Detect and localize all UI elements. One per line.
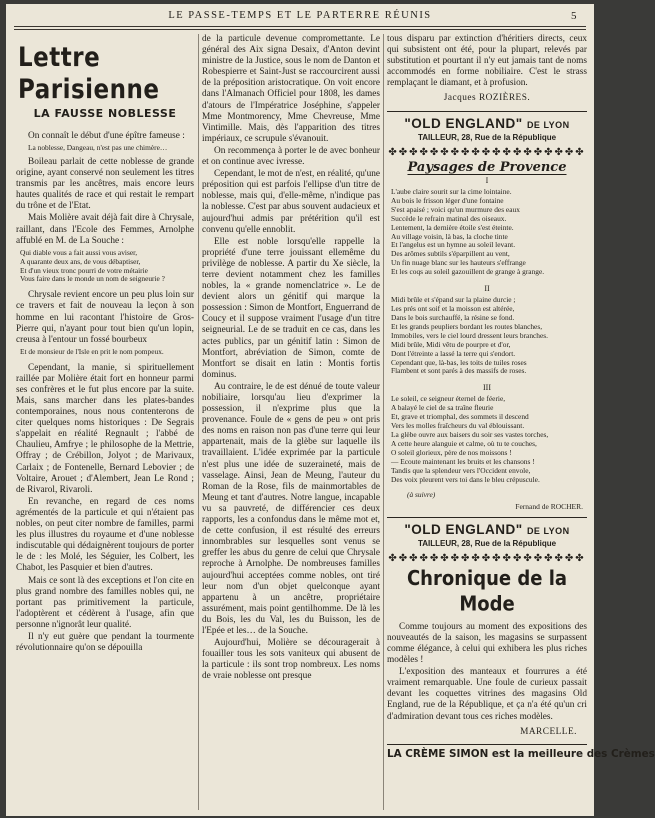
page-header [6,10,594,26]
advertisement-old-england [387,115,587,143]
verse-block [20,249,194,285]
verse-line: Les prés ont soif et la moisson est altérée, [391,304,515,314]
verse-line: Le soleil, ce seigneur éternel de féerie, [391,394,506,404]
stanza-number: II [484,284,490,294]
poem-stanza [391,296,587,376]
verse-line: Et les coqs au soleil gazouillent de grange à grange. [391,267,545,277]
paragraph: Boileau parlait de cette noblesse de grande origine, ayant conservé non seulement les titres transmis par les ancêtres, mais encore leurs hautes qualités de race et qui restait le rempart du trône et de l'Etat. [16,156,194,212]
column-2 [202,34,380,810]
verse-line: Midi brûle, Midi vêtu de pourpre et d'or, [391,339,511,349]
ad-address: TAILLEUR, 28, Rue de la République [417,538,557,548]
verse-line: Et de monsieur de l'Isle en prit le nom pompeux. [20,346,164,356]
column-separator [198,34,199,810]
verse-line: L'aube claire sourit sur la cime lointaine. [391,187,512,197]
paragraph: En revanche, en regard de ces noms agrémentés de la particule et qui n'étaient pas nobles, on peut citer nombre de familles, parmi les plus illustres du royaume et d'une noblesse indiscutable qui dédaignèrent toujours de porter le de : les Molé, les Séguier, les Colbert, les Chabot, les Pasquier et bien d'autres. [16,496,194,574]
paragraph: Au contraire, le de est dénué de toute valeur nobiliaire, lorsqu'au lieu d'exprimer la possession, il n'exprime plus que la provenance. Foule de « gens de peu » ont pris des noms en raison non pas d'une terre qui leur appartenait, mais de la glèbe sur laquelle ils travaillaient. L'idée exprimée par la particule n'est plus une idée de suzeraineté, mais de vasselage. Ainsi, Jean de Meung, l'auteur du Roman de la Rose, fils de mainmortables de Meung et tant d'autres. Notre langue, incapable vu sa pauvreté, de différencier ces deux rapports, les a confondus dans le même mot et, de cette confusion, il est résulté des erreurs innombrables sur lesquelles sont venus se greffer les abus du genre de celui que Chrysale reproche à Arnolphe. De nombreuses familles aujourd'hui acceptées comme nobles, ont tiré leur nom d'un objet quelconque ayant appartenu à un ancêtre, propriétaire assurément, mais point gentilhomme. De là les du Bois, les du Val, les du Buisson, les de l'Epée et les… de la Souche. [202,381,380,636]
verse-line: Cependant que, là-bas, les toits de tuiles roses [391,357,527,367]
stanza-number: I [485,175,489,185]
header-rule [14,26,586,27]
verse-line: A quarante deux ans, de vous débaptiser, [20,256,141,266]
paragraph: tous disparu par extinction d'héritiers directs, ceux qui subsistent ont été, pour la plupart, relevés par substitution et pourtant il n'y eut jamais tant de noms accommodés en forme nobiliaire. C'est le strass remplaçant le diamant, et à profusion. [387,34,587,89]
verse-line: Des voix pleurent vers toi dans le bleu crépuscule. [391,474,540,484]
article-title: Lettre Parisienne [18,42,160,106]
verse-line: Midi brûle et s'épand sur la plaine durcie ; [391,295,516,305]
paragraph: Elle est noble lorsqu'elle rappelle la propriété d'une terre jouissant ellemême du privilège de noblesse. A partir du Xe siècle, la terre devient notamment chez les familles nobles, la « grande nomenclatrice ». Le de devient alors un génitif qui marque la possession : Simon de Montfort, Enguerrand de Coucy et il suppose vraiment l'usage d'un titre seigneurial. Le de se traduit en ce cas, dans les actes publics, par un génitif latin : Simon de Montfort, abréviation de Simon, comte de Montfort se disait en latin : Montis fortis dominus. [202,236,380,380]
verse-line: Flambent et sont parés à des massifs de roses. [391,366,527,376]
verse-line: S'est apaisé ; voici qu'un murmure des eaux [391,204,520,214]
verse-line: Et les grands peupliers bordant les routes blanches, [391,321,543,331]
header-rule-2 [14,29,586,30]
divider [387,517,587,518]
divider [387,111,587,112]
verse-line: Dans le bois surchauffé, la résine se fond. [391,313,515,322]
verse-line: Qui diable vous a fait aussi vous aviser, [20,247,138,257]
verse-line: Vous faire dans le monde un nom de seigneurie ? [20,274,165,284]
to-be-continued: (à suivre) [407,489,436,499]
page-number: 5 [571,10,578,22]
verse-line: La glèbe ouvre aux baisers du soir ses vastes torches, [391,430,549,440]
paragraph: L'exposition des manteaux et fourrures a été vraiment remarquable. Une foule de curieux passait devant les coquettes vitrines des magasins Old England, rue de la République, et ça n'a été qu'un cri d'admiration devant tous ces riches modèles. [387,667,587,722]
poem-stanza [391,188,587,277]
verse-line: Et l'angelus est un hymne au soleil levant. [391,240,516,250]
paragraph: Chrysale revient encore un peu plus loin sur ce travers et fait de nouveau la leçon à son homme en lui racontant l'histoire de Gros-Pierre qui, n'ayant pour tout bien qu'un lopin, creusa à l'entour un fossé bourbeux [16,290,194,345]
verse-line: — Ecoute maintenant les bruits et les chansons ! [391,456,535,466]
paragraph: Mais ce sont là des exceptions et l'on cite en plus grand nombre des familles nobles qui, ne portant pas primitivement la particule, l'adoptèrent et cédèrent à l'usage, afin que personne n'ignorât leur qualité. [16,575,194,630]
column-separator [383,34,384,810]
verse-line: Lentement, la dernière étoile s'est éteinte. [391,222,514,232]
column-1 [16,34,194,810]
paragraph: Cependant, le mot de n'est, en réalité, qu'une préposition qui est parfois l'ellipse d'un titre de noblesse, mais qui, d'elle-même, n'indique pas la noblesse. C'est par abus souvent audacieux et aujourd'hui admis par prétérition qu'il est convenu qu'elle ennoblit. [202,169,380,235]
verse-line: Succède le refrain matinal des oiseaux. [391,213,507,223]
paragraph: On connaît le début d'une épître fameuse : [28,131,185,142]
section-title: Chronique de la Mode [406,566,568,616]
signature: MARCELLE. [520,726,577,737]
ad-brand: "OLD ENGLAND" [404,521,523,537]
header-title: LE PASSE-TEMPS ET LE PARTERRE RÉUNIS [168,10,432,21]
column-3 [387,34,655,810]
divider [387,744,587,745]
verse-line: Au village voisin, là bas, la cloche tinte [391,231,508,241]
paragraph: Il n'y eut guère que pendant la tourmente révolutionnaire qu'on se dépouilla [16,631,194,654]
ornament-border: ✤✤✤✤✤✤✤✤✤✤✤✤✤✤✤✤✤✤✤ [388,552,586,564]
advertisement-old-england-2 [387,521,587,549]
verse-line: Tandis que la splendeur vers l'Occident envole, [391,465,531,475]
paragraph: Cependant, la manie, si spirituellement raillée par Molière était fort en honneur parmi ses confrères et le fut plus encore par la suite. Mais, sans marcher dans les plates-bandes contemporaines, nous nous contenterons de citer quelques noms historiques : De Segrais s'appelait en réalité Regnault ; l'abbé de Chaulieu, Amfrye ; le philosophe de la Mettrie, Offray ; de Crébillon, Jolyot ; de Marivaux, Carlaix ; de Fontenelle, Bernard Lebovier ; de Voltaire, Arouet ; d'Alembert, Jean Le Rond ; de Rivarol, Rivaroli. [16,362,194,495]
verse-line: A balayé le ciel de sa traîne fleurie [391,403,494,413]
verse-line: O soleil glorieux, père de nos moissons ! [391,447,512,457]
ad-address: TAILLEUR, 28, Rue de la République [417,132,557,142]
section-title: Paysages de Provence [407,159,567,175]
verse-line: Vers les molles fraîcheurs du val éblouissant. [391,421,525,431]
ad-brand: "OLD ENGLAND" [404,115,523,131]
verse-line: Des arômes subtils s'éparpillent au vent, [391,249,510,259]
stanza-number: III [483,383,491,393]
paragraph: Mais Molière avait déjà fait dire à Chrysale, raillant, dans l'Ecole des Femmes, Arnolphe affublé en M. de La Souche : [16,213,194,246]
verse-line: Dont l'étreinte a lassé la terre qui s'endort. [391,348,516,358]
verse-line: Et d'un vieux tronc pourri de votre métairie [20,265,148,275]
verse-line: A cette heure alanguie et calme, où tu te couches, [391,438,537,448]
signature: Jacques ROZIÈRES. [443,93,531,104]
ornament-border: ✤✤✤✤✤✤✤✤✤✤✤✤✤✤✤✤✤✤✤ [388,146,586,158]
poem-stanza [391,395,587,484]
paragraph: de la particule devenue compromettante. Le général des Aix signa Desaix, d'Anton devint ministre de la Justice, sous le nom de Danton et Robespierre et Saint-Just se raccourcirent aussi de la préposition aristocratique. On voit encore dans l'Almanach Officiel pour 1808, les dames d'atours de l'Impératrice Joséphine, s'appeler Mme Montmorency, Mme Chevreuse, Mme Vintimille. Mais, dès l'apparition des titres impériaux, ce scrupule s'évanouit. [202,34,380,144]
ad-city: DE LYON [526,119,570,130]
paragraph: On recommença à porter le de avec bonheur et on continue avec ivresse. [202,145,380,168]
verse-line: Immobiles, vers le ciel lourd dressent leurs branches. [391,330,549,340]
newspaper-page [6,4,655,816]
verse-line: Et, grave et triomphal, des sommets il descend [391,412,529,422]
verse-line: Au bois le frisson léger d'une fontaine [391,195,504,205]
quote: La noblesse, Dangeau, n'est pas une chimère… [28,143,168,153]
poem-author: Fernand de ROCHER. [515,502,583,512]
paragraph: Aujourd'hui, Molière se découragerait à fouailler tous les sots vaniteux qui abusent de la particule : ils sont trop nombreux. Les noms de vraie noblesse ont presque [202,638,380,682]
paragraph: Comme toujours au moment des expositions des nouveautés de la saison, les magasins se surpassent comme élégance, à celui qui exhibera les plus riches modèles ! [387,621,587,666]
advertisement-creme-simon: LA CRÈME SIMON est la meilleure des Crèmes [387,747,655,760]
article-subtitle: LA FAUSSE NOBLESSE [33,107,177,120]
verse-line: Un fin nuage blanc sur les hauteurs s'effrange [391,258,526,268]
ad-city: DE LYON [526,525,570,536]
